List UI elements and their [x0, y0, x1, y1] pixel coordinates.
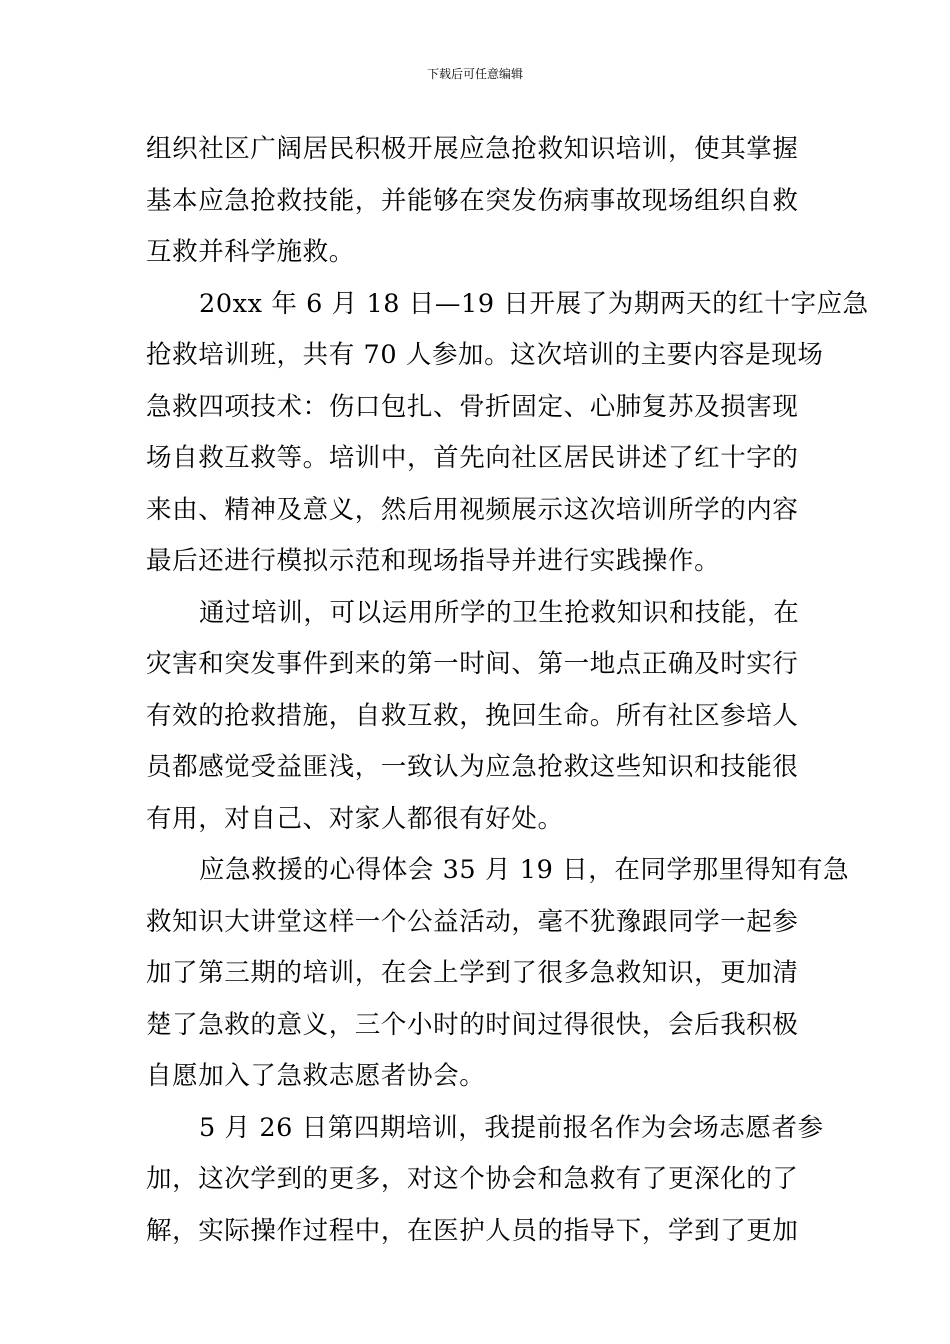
text-line: 互救并科学施救。	[146, 237, 355, 267]
text-line: 最后还进行模拟示范和现场指导并进行实践操作。	[146, 546, 721, 576]
text-line: 加了第三期的培训，在会上学到了很多急救知识，更加清	[146, 958, 799, 988]
text-line: 灾害和突发事件到来的第一时间、第一地点正确及时实行	[146, 649, 799, 679]
text-line: 场自救互救等。培训中，首先向社区居民讲述了红十字的	[146, 443, 799, 473]
text-line: 救知识大讲堂这样一个公益活动，毫不犹豫跟同学一起参	[146, 906, 799, 937]
paragraph-first-line: 20xx 年 6 月 18 日—19 日开展了为期两天的红十字应急	[199, 288, 869, 319]
text-line: 自愿加入了急救志愿者协会。	[146, 1061, 486, 1091]
paragraph-first-line: 应急救援的心得体会 35 月 19 日，在同学那里得知有急	[199, 855, 850, 885]
text-line: 加，这次学到的更多，对这个协会和急救有了更深化的了	[146, 1164, 799, 1194]
text-line: 急救四项技术：伤口包扎、骨折固定、心肺复苏及损害现	[146, 391, 799, 422]
text-line: 楚了急救的意义，三个小时的时间过得很快，会后我积极	[146, 1009, 799, 1040]
paragraph-first-line: 5 月 26 日第四期培训，我提前报名作为会场志愿者参	[199, 1112, 824, 1143]
text-line: 员都感觉受益匪浅，一致认为应急抢救这些知识和技能很	[146, 752, 799, 782]
text-line: 基本应急抢救技能，并能够在突发伤病事故现场组织自救	[146, 185, 799, 216]
text-line: 组织社区广阔居民积极开展应急抢救知识培训，使其掌握	[146, 134, 799, 164]
paragraph-first-line: 通过培训，可以运用所学的卫生抢救知识和技能，在	[199, 597, 800, 628]
text-line: 抢救培训班，共有 70 人参加。这次培训的主要内容是现场	[146, 340, 824, 370]
text-line: 有效的抢救措施，自救互救，挽回生命。所有社区参培人	[146, 700, 799, 731]
text-line: 解，实际操作过程中，在医护人员的指导下，学到了更加	[146, 1215, 799, 1246]
document-body	[146, 124, 869, 1257]
text-line: 有用，对自己、对家人都很有好处。	[146, 803, 564, 834]
page-header: 下载后可任意编辑	[426, 67, 523, 81]
text-line: 来由、精神及意义，然后用视频展示这次培训所学的内容	[146, 494, 799, 525]
